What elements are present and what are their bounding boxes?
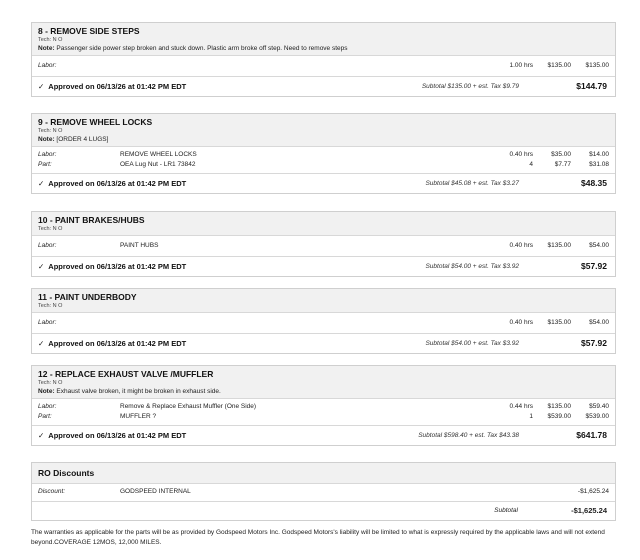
line-amount: $31.08 — [589, 161, 609, 168]
line-amount: $54.00 — [589, 242, 609, 249]
check-icon: ✓ — [38, 82, 45, 91]
note-label: Note: — [38, 388, 55, 395]
line-qty: 0.40 hrs — [509, 242, 533, 249]
line-qty: 1 — [529, 413, 533, 420]
note-text: Passenger side power step broken and stuck down. Plastic arm broke off step. Need to remove steps — [56, 45, 348, 52]
approval-status — [38, 431, 186, 440]
job-header — [32, 366, 615, 399]
discounts-card — [31, 462, 616, 521]
job-header — [32, 114, 615, 147]
approval-text: Approved on 06/13/26 at 01:42 PM EDT — [48, 339, 187, 348]
line-qty: 0.40 hrs — [509, 319, 533, 326]
line-desc: REMOVE WHEEL LOCKS — [120, 151, 197, 158]
note-text: [ORDER 4 LUGS] — [56, 136, 109, 143]
job-tech: Tech: N O — [38, 37, 63, 43]
line-price: $7.77 — [554, 161, 571, 168]
line-item — [38, 412, 609, 422]
job-tech: Tech: N O — [38, 380, 63, 386]
job-title: 11 - PAINT UNDERBODY — [38, 292, 137, 302]
job-title: 9 - REMOVE WHEEL LOCKS — [38, 117, 153, 127]
job-subtotal: Subtotal $598.40 + est. Tax $43.38 — [418, 432, 519, 439]
note-label: Note: — [38, 45, 55, 52]
job-card — [31, 22, 616, 97]
job-card — [31, 113, 616, 194]
approval-row — [32, 257, 615, 276]
job-total: $57.92 — [581, 338, 607, 348]
line-amount: $14.00 — [589, 151, 609, 158]
line-desc: Remove & Replace Exhaust Muffler (One Side) — [120, 403, 257, 410]
line-amount: $539.00 — [585, 413, 609, 420]
check-icon: ✓ — [38, 339, 45, 348]
approval-row — [32, 174, 615, 193]
job-total: $57.92 — [581, 261, 607, 271]
line-price: $135.00 — [547, 62, 571, 69]
job-subtotal: Subtotal $54.00 + est. Tax $3.92 — [425, 340, 519, 347]
line-type: Part: — [38, 413, 52, 420]
job-note — [38, 45, 609, 52]
line-qty: 1.00 hrs — [509, 62, 533, 69]
line-amount: -$1,625.24 — [577, 488, 609, 495]
line-price: $35.00 — [551, 151, 571, 158]
line-amount: $135.00 — [585, 62, 609, 69]
line-amount: $59.40 — [589, 403, 609, 410]
approval-text: Approved on 06/13/26 at 01:42 PM EDT — [48, 431, 187, 440]
discounts-title: RO Discounts — [38, 468, 95, 478]
approval-status — [38, 82, 186, 91]
job-header — [32, 23, 615, 56]
approval-row — [32, 334, 615, 353]
approval-row — [32, 77, 615, 96]
job-header — [32, 289, 615, 313]
line-desc: MUFFLER ? — [120, 413, 157, 420]
job-card — [31, 211, 616, 277]
job-lines — [32, 399, 615, 426]
line-desc: OEA Lug Nut - LR1 73842 — [120, 161, 196, 168]
discount-lines — [32, 484, 615, 502]
note-text: Exhaust valve broken, it might be broken in exhaust side. — [56, 388, 221, 395]
job-total: $144.79 — [576, 81, 607, 91]
approval-text: Approved on 06/13/26 at 01:42 PM EDT — [48, 179, 187, 188]
approval-status — [38, 339, 186, 348]
line-price: $135.00 — [547, 319, 571, 326]
line-type: Labor: — [38, 403, 57, 410]
line-desc: PAINT HUBS — [120, 242, 159, 249]
line-item — [38, 402, 609, 412]
approval-row — [32, 426, 615, 445]
job-lines — [32, 313, 615, 334]
check-icon: ✓ — [38, 179, 45, 188]
job-header — [32, 212, 615, 236]
line-type: Discount: — [38, 488, 66, 495]
line-type: Labor: — [38, 62, 57, 69]
line-qty: 0.44 hrs — [509, 403, 533, 410]
job-subtotal: Subtotal $45.08 + est. Tax $3.27 — [425, 180, 519, 187]
line-price: $135.00 — [547, 403, 571, 410]
line-item — [38, 160, 609, 170]
discount-subtotal-label: Subtotal — [494, 507, 518, 514]
job-subtotal: Subtotal $54.00 + est. Tax $3.92 — [425, 263, 519, 270]
job-tech: Tech: N O — [38, 226, 63, 232]
line-type: Labor: — [38, 151, 57, 158]
note-label: Note: — [38, 136, 55, 143]
line-desc: GODSPEED INTERNAL — [120, 488, 191, 495]
discount-subtotal-value: -$1,625.24 — [571, 506, 607, 515]
job-lines — [32, 147, 615, 174]
line-price: $539.00 — [547, 413, 571, 420]
line-type: Labor: — [38, 319, 57, 326]
line-item — [38, 150, 609, 160]
line-type: Labor: — [38, 242, 57, 249]
discounts-header — [32, 463, 615, 484]
approval-status — [38, 262, 186, 271]
warranty-text: The warranties as applicable for the parts will be as provided by Godspeed Motors Inc. Godspeed Motors's liability will be limited to what is expressly required by the applicable laws and will not extend beyond.COVERAGE 12MOS, 12,000 MILES. — [31, 529, 605, 546]
line-item — [38, 61, 609, 71]
line-item — [38, 318, 609, 328]
approval-text: Approved on 06/13/26 at 01:42 PM EDT — [48, 262, 187, 271]
job-title: 12 - REPLACE EXHAUST VALVE /MUFFLER — [38, 369, 214, 379]
check-icon: ✓ — [38, 262, 45, 271]
job-total: $48.35 — [581, 178, 607, 188]
job-card — [31, 288, 616, 354]
approval-text: Approved on 06/13/26 at 01:42 PM EDT — [48, 82, 187, 91]
line-qty: 0.40 hrs — [509, 151, 533, 158]
job-tech: Tech: N O — [38, 303, 63, 309]
job-tech: Tech: N O — [38, 128, 63, 134]
line-type: Part: — [38, 161, 52, 168]
line-qty: 4 — [529, 161, 533, 168]
job-subtotal: Subtotal $135.00 + est. Tax $9.79 — [421, 83, 519, 90]
job-title: 10 - PAINT BRAKES/HUBS — [38, 215, 145, 225]
check-icon: ✓ — [38, 431, 45, 440]
job-lines — [32, 56, 615, 77]
job-title: 8 - REMOVE SIDE STEPS — [38, 26, 140, 36]
job-note — [38, 136, 609, 143]
line-item — [38, 241, 609, 251]
line-price: $135.00 — [547, 242, 571, 249]
line-amount: $54.00 — [589, 319, 609, 326]
job-lines — [32, 236, 615, 257]
discount-subtotal-row — [32, 502, 615, 520]
job-note — [38, 388, 609, 395]
job-total: $641.78 — [576, 430, 607, 440]
job-card — [31, 365, 616, 446]
discount-line — [38, 487, 609, 497]
approval-status — [38, 179, 186, 188]
